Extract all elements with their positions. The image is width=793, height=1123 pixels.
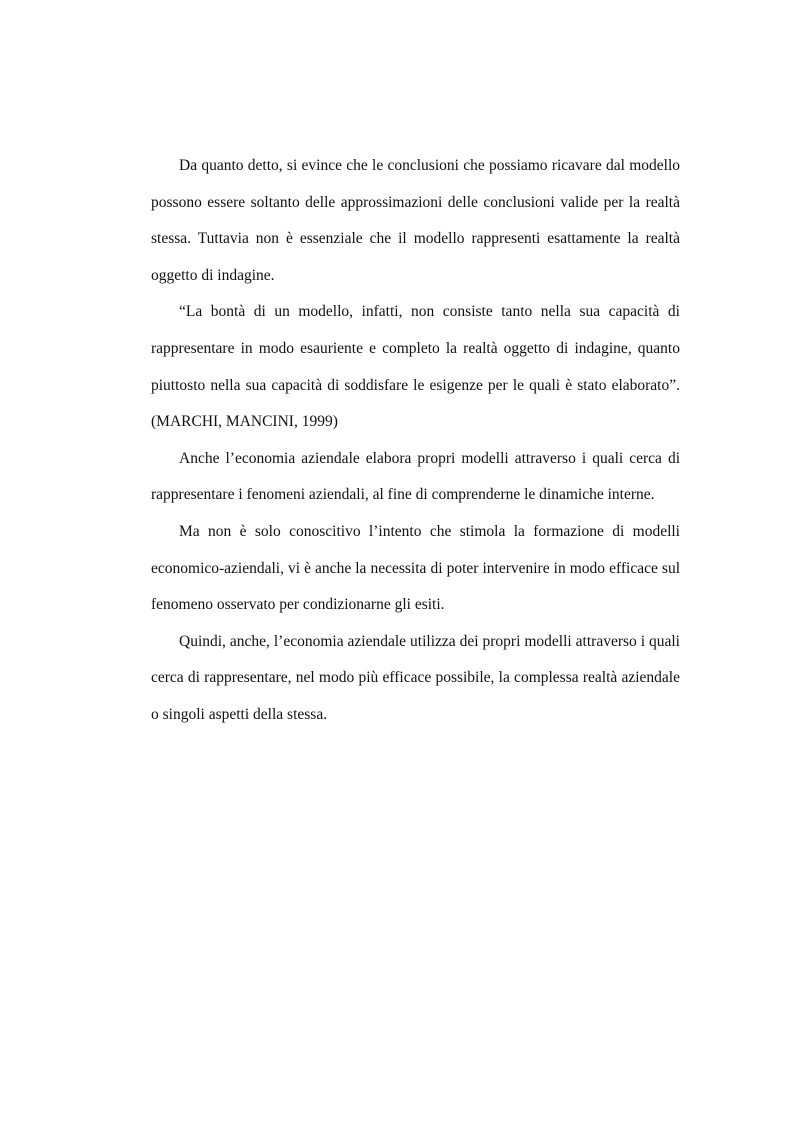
paragraph-2: “La bontà di un modello, infatti, non consiste tanto nella sua capacità di rappresentare in modo esauriente e completo la realtà oggetto di indagine, quanto piuttosto nella sua capacità di soddisfare le esigenze per le quali è stato elaborato”.(MARCHI, MANCINI, 1999) (151, 303, 680, 431)
paragraph-3: Anche l’economia aziendale elabora propri modelli attraverso i quali cerca di rappresentare i fenomeni aziendali, al fine di comprenderne le dinamiche interne. (151, 449, 680, 504)
paragraph-1: Da quanto detto, si evince che le conclusioni che possiamo ricavare dal modello possono essere soltanto delle approssimazioni delle conclusioni valide per la realtà stessa. Tuttavia non è essenziale che il modello rappresenti esattamente la realtà oggetto di indagine. (151, 157, 680, 284)
paragraph-4: Ma non è solo conoscitivo l’intento che stimola la formazione di modelli economico-aziendali, vi è anche la necessita di poter intervenire in modo efficace sul fenomeno osservato per condizionarne gli esiti. (151, 522, 680, 614)
body-text (151, 148, 680, 734)
paragraph-5: Quindi, anche, l’economia aziendale utilizza dei propri modelli attraverso i quali cerca di rappresentare, nel modo più efficace possibile, la complessa realtà aziendale o singoli aspetti della stessa. (151, 632, 680, 723)
